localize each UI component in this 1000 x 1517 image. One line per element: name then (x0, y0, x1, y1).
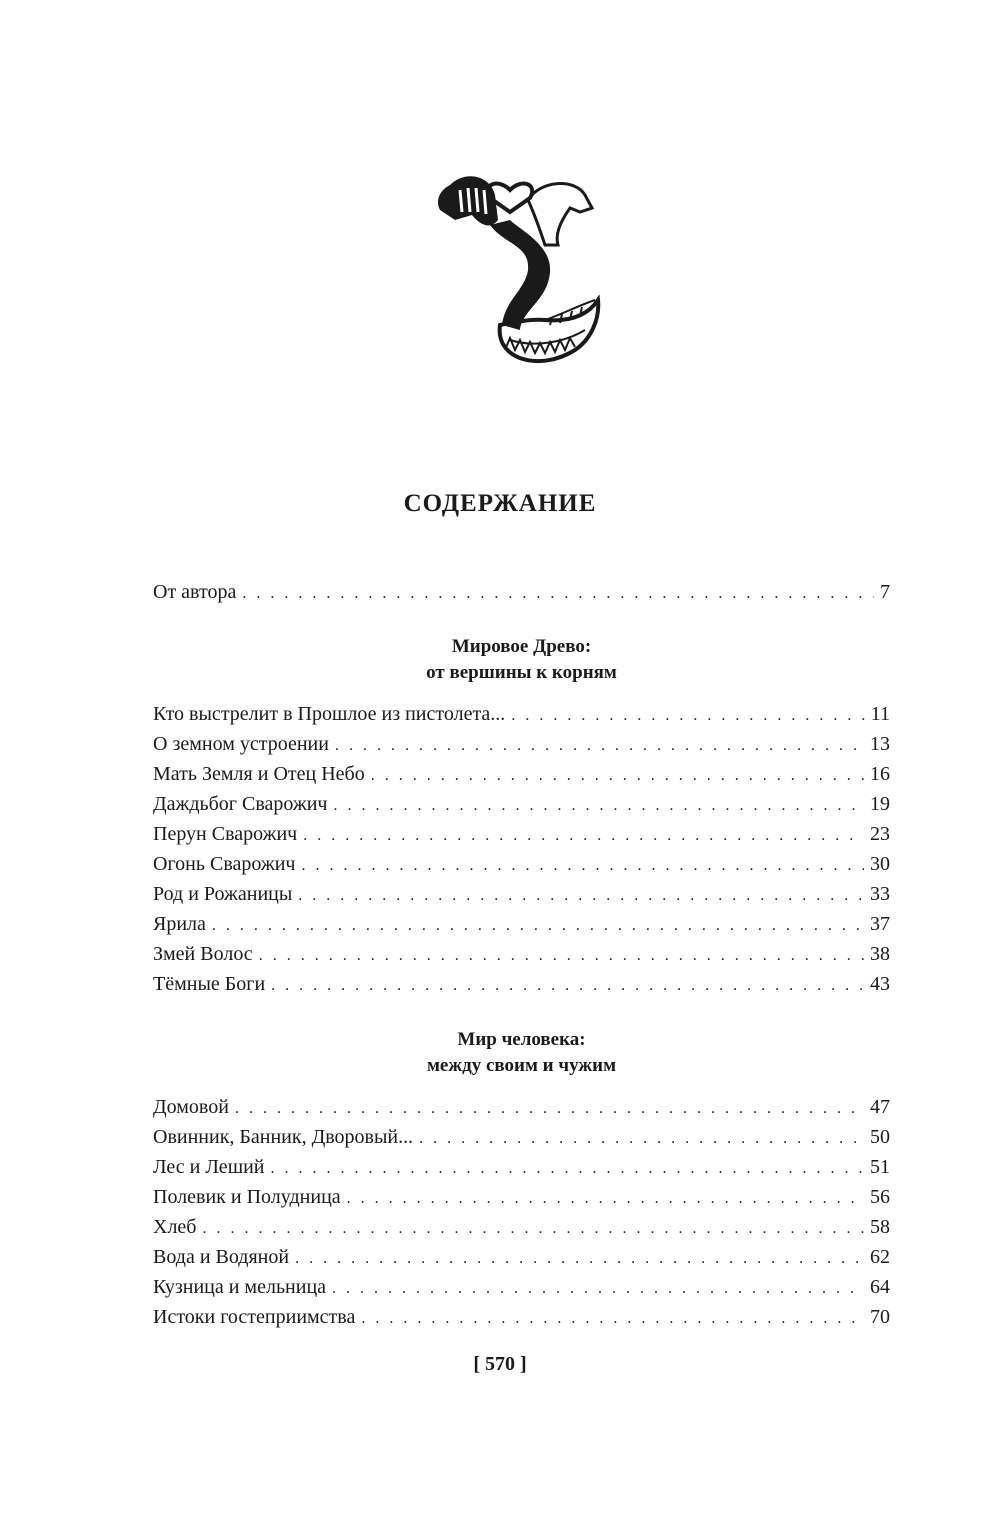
toc-entry[interactable] (153, 1152, 890, 1182)
toc-entry-page: 7 (880, 581, 890, 603)
toc-entry-page: 51 (870, 1156, 890, 1178)
toc-entry[interactable] (153, 879, 890, 909)
toc-entry[interactable] (153, 729, 890, 759)
toc-entry[interactable] (153, 699, 890, 729)
toc-entry-title: Кузница и мельница (153, 1276, 327, 1298)
toc-entry-title: Род и Рожаницы (153, 883, 293, 905)
toc-entry-page: 62 (870, 1246, 890, 1268)
toc-entry-page: 47 (870, 1096, 890, 1118)
toc-entry[interactable] (153, 1122, 890, 1152)
toc-title: СОДЕРЖАНИЕ (403, 490, 597, 517)
toc-entry-title: Кто выстрелит в Прошлое из пистолета... (153, 703, 506, 725)
toc-entry-title: Змей Волос (153, 943, 253, 965)
toc-entry[interactable] (153, 1272, 890, 1302)
leader-dots (335, 731, 864, 761)
leader-dots (332, 1274, 864, 1304)
leader-dots (271, 971, 864, 1001)
leader-dots (347, 1184, 864, 1214)
toc-entry-page: 37 (870, 913, 890, 935)
toc-entry-title: Хлеб (153, 1216, 197, 1238)
leader-dots (361, 1304, 864, 1334)
leader-dots (295, 1244, 864, 1274)
toc-entry[interactable] (153, 819, 890, 849)
toc-entry-page: 13 (870, 733, 890, 755)
toc-entry[interactable] (153, 849, 890, 879)
toc-entry-page: 58 (870, 1216, 890, 1238)
toc-entry-title: Вода и Водяной (153, 1246, 290, 1268)
toc-entry-title: Ярила (153, 913, 206, 935)
toc-entry-title: Полевик и Полудница (153, 1186, 341, 1208)
toc-entry-page: 38 (870, 943, 890, 965)
toc-section-list (153, 699, 890, 999)
toc-entry-page: 19 (870, 793, 890, 815)
toc-entry-title: Овинник, Банник, Дворовый... (153, 1126, 414, 1148)
page-number: [ 570 ] (473, 1353, 527, 1375)
section-heading-line2: между своим и чужим (426, 1055, 617, 1076)
toc-entry[interactable] (153, 909, 890, 939)
toc-entry-page: 33 (870, 883, 890, 905)
toc-entry[interactable] (153, 969, 890, 999)
toc-entry-page: 50 (870, 1126, 890, 1148)
toc-entry-page: 64 (870, 1276, 890, 1298)
leader-dots (334, 791, 865, 821)
toc-entry-title: Огонь Сварожич (153, 853, 296, 875)
toc-entry[interactable] (153, 1212, 890, 1242)
toc-entry[interactable] (153, 1302, 890, 1332)
toc-entry-page: 43 (870, 973, 890, 995)
toc-entry-page: 70 (870, 1306, 890, 1328)
toc-intro (153, 577, 890, 607)
toc-entry-page: 30 (870, 853, 890, 875)
leader-dots (371, 761, 864, 791)
toc-entry-page: 11 (870, 703, 890, 725)
toc-entry-title: Домовой (153, 1096, 229, 1118)
toc-entry-page: 16 (870, 763, 890, 785)
toc-entry[interactable] (153, 1242, 890, 1272)
toc-entry[interactable] (153, 759, 890, 789)
toc-entry-page: 56 (870, 1186, 890, 1208)
leader-dots (511, 701, 864, 731)
section-heading-line1: Мировое Древо: (451, 636, 592, 657)
toc-entry-title: Тёмные Боги (153, 973, 266, 995)
leader-dots (235, 1094, 864, 1124)
section-heading (153, 1027, 890, 1079)
toc-entry[interactable] (153, 577, 890, 607)
leader-dots (242, 579, 874, 609)
toc-entry-title: Лес и Леший (153, 1156, 265, 1178)
horse-ladle-icon (410, 150, 610, 380)
section-heading (153, 634, 890, 686)
leader-dots (303, 821, 864, 851)
toc-entry-title: Мать Земля и Отец Небо (153, 763, 365, 785)
leader-dots (301, 851, 864, 881)
toc-entry-title: О земном устроении (153, 733, 329, 755)
leader-dots (271, 1154, 865, 1184)
section-heading-line1: Мир человека: (457, 1029, 586, 1050)
toc-entry-title: Истоки гостеприимства (153, 1306, 356, 1328)
toc-entry[interactable] (153, 939, 890, 969)
leader-dots (298, 881, 864, 911)
leader-dots (259, 941, 864, 971)
toc-entry-title: От автора (153, 581, 237, 603)
leader-dots (212, 911, 864, 941)
toc-entry[interactable] (153, 1092, 890, 1122)
toc-entry-page: 23 (870, 823, 890, 845)
leader-dots (202, 1214, 864, 1244)
toc-entry[interactable] (153, 789, 890, 819)
toc-entry[interactable] (153, 1182, 890, 1212)
toc-entry-title: Даждьбог Сварожич (153, 793, 328, 815)
section-heading-line2: от вершины к корням (426, 662, 617, 683)
toc-entry-title: Перун Сварожич (153, 823, 298, 845)
leader-dots (419, 1124, 864, 1154)
toc-section-list (153, 1092, 890, 1332)
